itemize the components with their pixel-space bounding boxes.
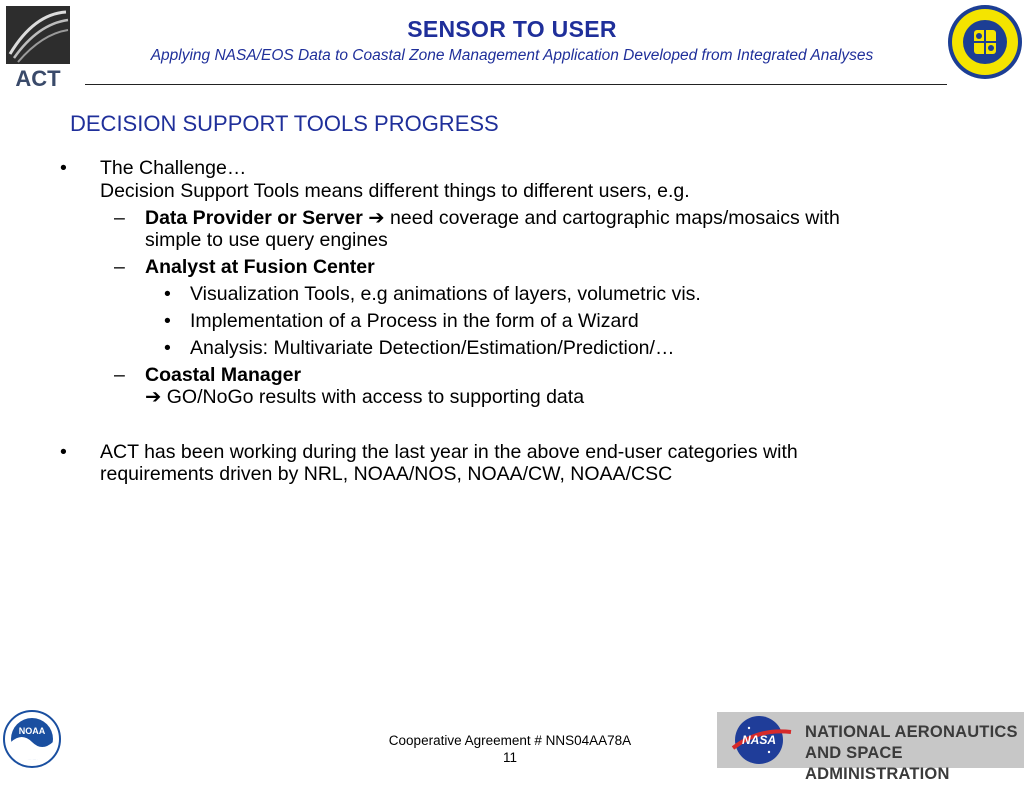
act-logo-text: ACT: [15, 66, 61, 91]
act-progress-text-cont: requirements driven by NRL, NOAA/NOS, NOAA/CW, NOAA/CSC: [100, 463, 673, 485]
nasa-banner: [717, 712, 1024, 783]
bullet-marker: •: [60, 441, 67, 463]
data-provider-text: need coverage and cartographic maps/mosaics with: [384, 207, 840, 229]
noaa-logo-text: NOAA: [18, 726, 46, 736]
sub-bullet-marker: •: [164, 337, 171, 359]
bullet-marker: •: [60, 157, 67, 179]
dash-marker: –: [114, 364, 125, 386]
act-progress-text: ACT has been working during the last year in the above end-user categories with: [100, 441, 798, 463]
analyst-label: Analyst at Fusion Center: [145, 256, 375, 278]
footer: [360, 732, 660, 766]
coastal-manager-item: [145, 386, 584, 408]
page-number: 11: [502, 750, 517, 765]
nasa-name: [805, 722, 1024, 785]
cooperative-agreement: Cooperative Agreement # NNS04AA78A: [388, 733, 632, 748]
sub-bullet-marker: •: [164, 283, 171, 305]
dash-marker: –: [114, 256, 125, 278]
slide-title: SENSOR TO USER: [407, 16, 617, 42]
analyst-item-visualization: Visualization Tools, e.g animations of layers, volumetric vis.: [190, 283, 701, 305]
noaa-logo: [0, 706, 66, 768]
coastal-manager-label: Coastal Manager: [145, 364, 302, 386]
data-provider-label: Data Provider or Server: [145, 207, 363, 229]
header-divider: [85, 84, 947, 85]
sub-bullet-marker: •: [164, 310, 171, 332]
challenge-heading: The Challenge…: [100, 157, 247, 179]
section-heading: DECISION SUPPORT TOOLS PROGRESS: [70, 111, 499, 136]
dash-marker: –: [114, 207, 125, 229]
nasa-name-line1: NATIONAL AERONAUTICS: [805, 723, 1018, 741]
coastal-manager-text: GO/NoGo results with access to supporting data: [161, 386, 585, 408]
slide-subtitle: Applying NASA/EOS Data to Coastal Zone Management Application Developed from Integrated Analyses: [150, 47, 874, 64]
analyst-item-analysis: Analysis: Multivariate Detection/Estimation/Prediction/…: [190, 337, 675, 359]
nasa-name-line2: AND SPACE ADMINISTRATION: [805, 744, 950, 783]
arrow-icon: ➔: [145, 386, 162, 408]
arrow-icon: ➔: [368, 207, 385, 229]
nasa-logo-text: NASA: [741, 733, 777, 747]
analyst-item-wizard: Implementation of a Process in the form of a Wizard: [190, 310, 639, 332]
data-provider-text-cont: simple to use query engines: [145, 229, 388, 251]
nasa-meatball-logo: [729, 714, 793, 766]
data-provider-item: [145, 207, 840, 229]
challenge-description: Decision Support Tools means different things to different users, e.g.: [100, 180, 690, 202]
